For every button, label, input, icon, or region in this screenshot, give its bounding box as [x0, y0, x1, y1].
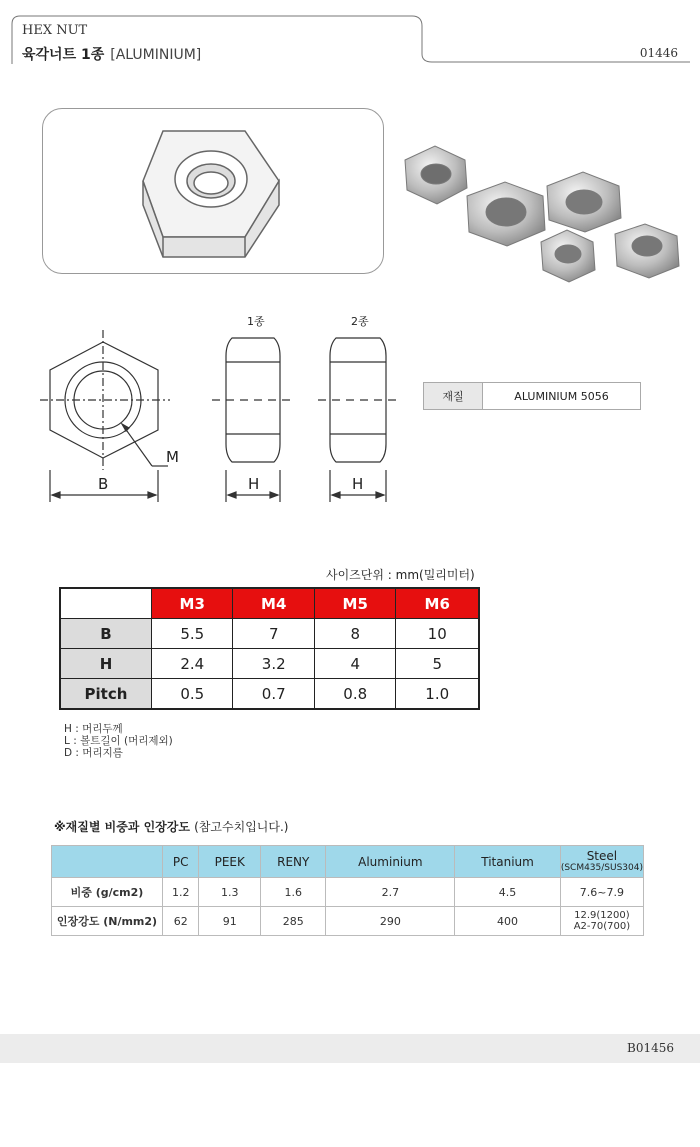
col-header: M4: [233, 588, 314, 619]
size-table-header: [60, 588, 479, 619]
material-key: 재질: [424, 383, 483, 410]
row-header: B: [60, 619, 152, 649]
steel-value-2: A2-70(700): [573, 921, 631, 932]
cell: 0.7: [233, 679, 314, 710]
type-2-label: 2종: [351, 315, 369, 328]
material-properties-table: [51, 845, 644, 936]
cell: 0.8: [314, 679, 395, 710]
material-spec-table: [423, 382, 641, 410]
cell: 8: [314, 619, 395, 649]
product-photo: [395, 140, 695, 290]
cell: 4.5: [455, 878, 561, 907]
dim-h-label-1: H: [248, 475, 260, 493]
cell: 1.3: [199, 878, 261, 907]
note-line: H : 머리두께: [64, 723, 123, 735]
cell: 2.4: [152, 649, 233, 679]
col-header: M6: [396, 588, 479, 619]
cell: 5: [396, 649, 479, 679]
title-ko: [22, 44, 201, 64]
cell: 3.2: [233, 649, 314, 679]
notes: [64, 723, 173, 759]
table-row: [60, 679, 479, 710]
type-1-label: 1종: [247, 315, 265, 328]
dim-h-label-2: H: [352, 475, 364, 493]
material-title-sub: (참고수치입니다.): [194, 820, 289, 834]
table-row: [52, 907, 644, 936]
cell: 4: [314, 649, 395, 679]
col-header: PEEK: [199, 846, 261, 878]
cell: 1.0: [396, 679, 479, 710]
row-header: 비중 (g/cm2): [52, 878, 163, 907]
cell: 5.5: [152, 619, 233, 649]
note-line: D : 머리지름: [64, 747, 123, 759]
col-header: M5: [314, 588, 395, 619]
cell-steel: 7.6~7.9: [560, 878, 643, 907]
prop-table-header: [52, 846, 644, 878]
product-code: 01446: [639, 46, 678, 60]
cell: 62: [163, 907, 199, 936]
col-header: PC: [163, 846, 199, 878]
unit-note: 사이즈단위 : mm(밀리미터): [326, 568, 475, 582]
cell: 285: [261, 907, 326, 936]
dim-b-label: B: [98, 475, 109, 493]
title-ko-text: 육각너트 1종: [22, 47, 105, 63]
title-material: [ALUMINIUM]: [110, 47, 202, 63]
cell: 290: [326, 907, 455, 936]
material-table-title: [54, 818, 288, 835]
size-table: [59, 587, 480, 710]
material-title-text: ※재질별 비중과 인장강도: [54, 820, 190, 834]
cell: 2.7: [326, 878, 455, 907]
steel-sub: (SCM435/SUS304): [560, 863, 643, 873]
table-row: [60, 619, 479, 649]
row-header: Pitch: [60, 679, 152, 710]
hex-nut-sketch: [43, 109, 383, 273]
table-row: [60, 649, 479, 679]
cell: 7: [233, 619, 314, 649]
dim-m-label: M: [166, 448, 179, 466]
cell: 400: [455, 907, 561, 936]
col-header: RENY: [261, 846, 326, 878]
cell: 0.5: [152, 679, 233, 710]
table-row: [52, 878, 644, 907]
row-header: 인장강도 (N/mm2): [52, 907, 163, 936]
col-header-steel: [560, 846, 643, 878]
cell: 10: [396, 619, 479, 649]
row-header: H: [60, 649, 152, 679]
cell: 91: [199, 907, 261, 936]
cell-steel: [560, 907, 643, 936]
col-header: Titanium: [455, 846, 561, 878]
line-drawing-box: [42, 108, 384, 274]
col-header: Aluminium: [326, 846, 455, 878]
steel-label: Steel: [586, 849, 618, 863]
col-header: M3: [152, 588, 233, 619]
footer-code: B01456: [627, 1041, 674, 1055]
corner-cell: [52, 846, 163, 878]
cell: 1.2: [163, 878, 199, 907]
steel-value-1: 12.9(1200): [574, 910, 630, 921]
corner-cell: [60, 588, 152, 619]
footer-bar: [0, 1034, 700, 1063]
title-en: HEX NUT: [22, 23, 88, 38]
note-line: L : 볼트길이 (머리제외): [64, 735, 173, 747]
material-value: ALUMINIUM 5056: [483, 383, 641, 410]
cell: 1.6: [261, 878, 326, 907]
